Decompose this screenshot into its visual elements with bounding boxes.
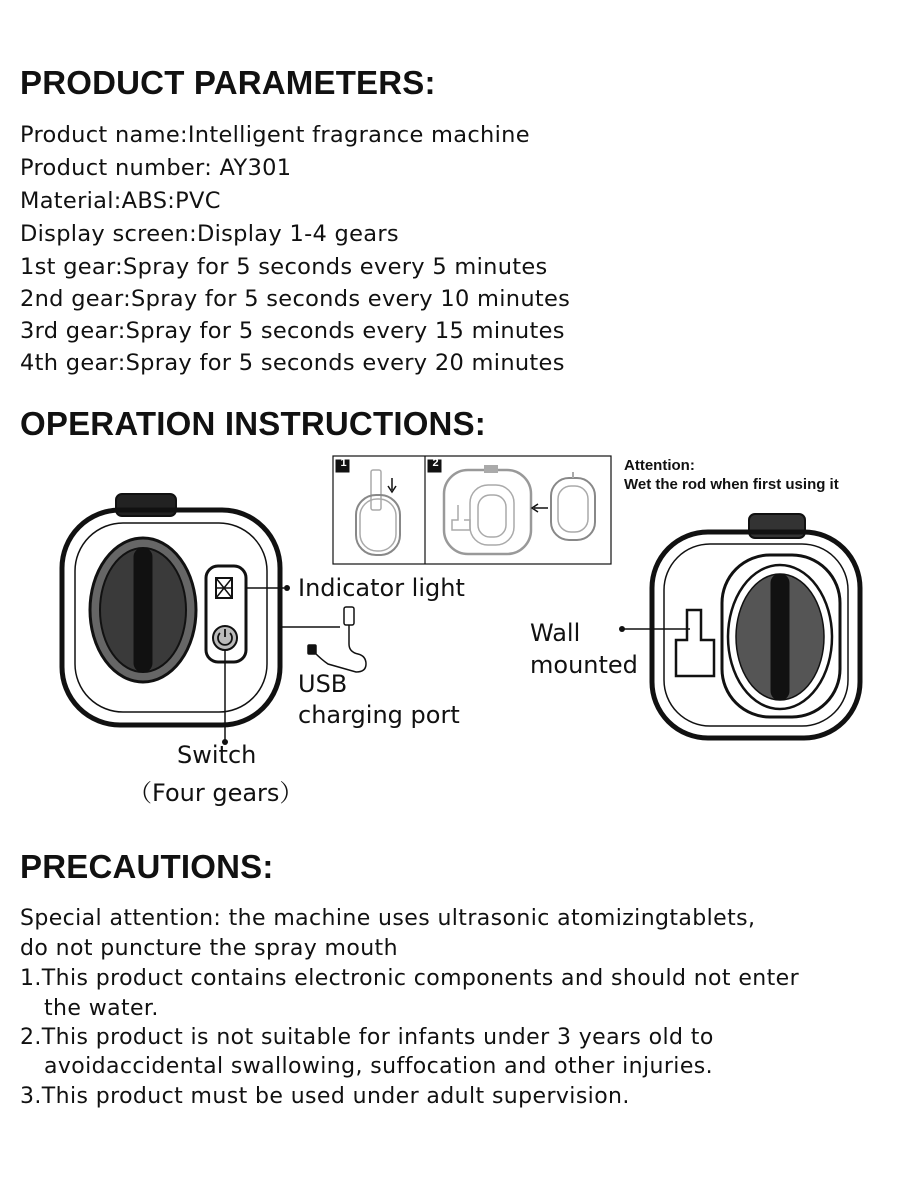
parameters-heading: PRODUCT PARAMETERS: [20, 64, 436, 101]
precaution-item-2: 2.This product is not suitable for infants under 3 years old to [20, 1025, 714, 1050]
param-gear-1: 1st gear:Spray for 5 seconds every 5 minutes [20, 254, 548, 280]
precaution-item-1-cont: the water. [44, 996, 159, 1021]
precaution-special-1: Special attention: the machine uses ultrasonic atomizingtablets, [20, 906, 756, 931]
device-front-illustration [62, 494, 280, 725]
step-2-number: 2 [432, 457, 439, 469]
usb-label-line1: USB [298, 670, 348, 698]
precaution-special-2: do not puncture the spray mouth [20, 936, 398, 961]
precaution-item-1: 1.This product contains electronic components and should not enter [20, 966, 800, 991]
attention-title: Attention: [624, 457, 695, 474]
operation-heading: OPERATION INSTRUCTIONS: [20, 405, 486, 442]
precaution-item-2-cont: avoidaccidental swallowing, suffocation and other injuries. [44, 1054, 714, 1079]
attention-text: Wet the rod when first using it [624, 476, 839, 493]
param-material: Material:ABS:PVC [20, 188, 221, 214]
indicator-leader-dot [284, 585, 290, 591]
precaution-item-3: 3.This product must be used under adult supervision. [20, 1084, 630, 1109]
wall-label-line2: mounted [530, 651, 638, 679]
device-rear-illustration [652, 514, 860, 738]
switch-label-line2: （Four gears） [128, 779, 304, 807]
wall-label-line1: Wall [530, 619, 581, 647]
param-product-number: Product number: AY301 [20, 155, 292, 181]
usb-cable-icon [308, 607, 366, 672]
param-display-screen: Display screen:Display 1-4 gears [20, 221, 399, 247]
indicator-light-label: Indicator light [298, 574, 465, 602]
param-gear-2: 2nd gear:Spray for 5 seconds every 10 minutes [20, 286, 571, 312]
step-panels [333, 456, 611, 564]
switch-label-line1: Switch [177, 741, 257, 769]
param-gear-3: 3rd gear:Spray for 5 seconds every 15 minutes [20, 318, 565, 344]
param-product-name: Product name:Intelligent fragrance machine [20, 122, 530, 148]
step-1-number: 1 [340, 457, 347, 469]
precautions-heading: PRECAUTIONS: [20, 848, 274, 885]
usb-label-line2: charging port [298, 701, 460, 729]
param-gear-4: 4th gear:Spray for 5 seconds every 20 minutes [20, 350, 565, 376]
